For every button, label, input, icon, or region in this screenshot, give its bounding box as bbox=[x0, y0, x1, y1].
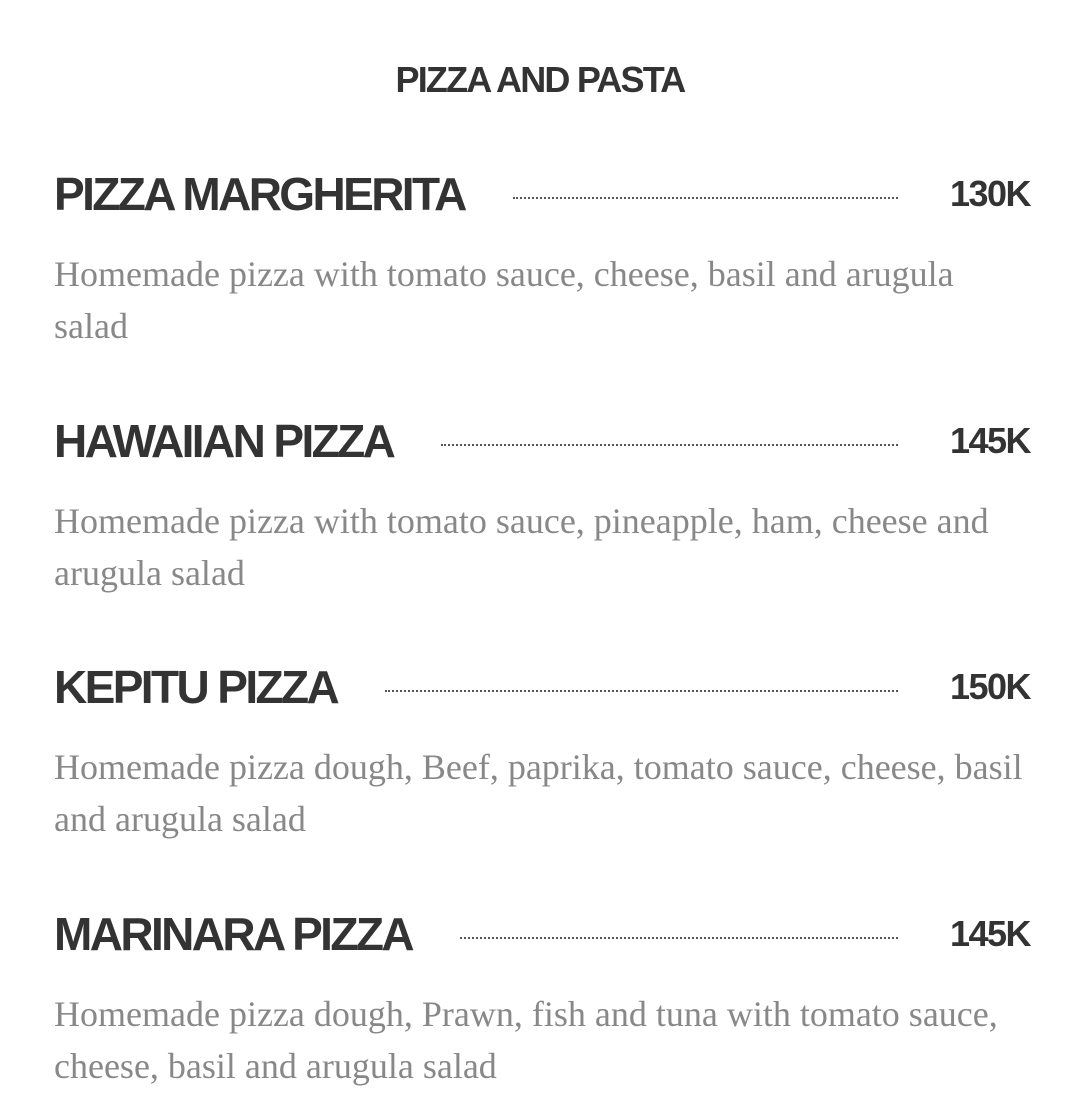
menu-item-kepitu-pizza bbox=[54, 659, 1030, 845]
section-title: PIZZA AND PASTA bbox=[395, 59, 685, 100]
dotted-leader bbox=[513, 197, 898, 199]
dotted-leader bbox=[385, 690, 898, 692]
menu-item-name: KEPITU PIZZA bbox=[54, 661, 338, 713]
menu-item-header bbox=[54, 659, 1030, 715]
dotted-leader bbox=[460, 937, 898, 939]
menu-item-price: 145K bbox=[949, 913, 1030, 954]
menu-item-marinara-pizza bbox=[54, 906, 1030, 1092]
menu-item-hawaiian-pizza bbox=[54, 413, 1030, 599]
menu-item-name: MARINARA PIZZA bbox=[54, 908, 412, 960]
dotted-leader bbox=[441, 444, 898, 446]
menu-item-description: Homemade pizza with tomato sauce, pineapple, ham, cheese and arugula salad bbox=[54, 501, 989, 593]
menu-item-name: PIZZA MARGHERITA bbox=[54, 168, 465, 220]
menu-item-header bbox=[54, 413, 1030, 469]
menu-item-price: 130K bbox=[949, 173, 1030, 214]
menu-item-price: 150K bbox=[949, 666, 1030, 707]
menu-item-header bbox=[54, 906, 1030, 962]
menu-item-price: 145K bbox=[949, 420, 1030, 461]
menu-item-header bbox=[54, 166, 1030, 222]
menu-item-description: Homemade pizza with tomato sauce, cheese, basil and arugula salad bbox=[54, 254, 954, 346]
menu-item-name: HAWAIIAN PIZZA bbox=[54, 415, 394, 467]
menu-item-description: Homemade pizza dough, Beef, paprika, tomato sauce, cheese, basil and arugula salad bbox=[54, 747, 1023, 839]
menu-item-description: Homemade pizza dough, Prawn, fish and tuna with tomato sauce, cheese, basil and arugula salad bbox=[54, 994, 998, 1086]
menu-item-pizza-margherita bbox=[54, 166, 1030, 352]
